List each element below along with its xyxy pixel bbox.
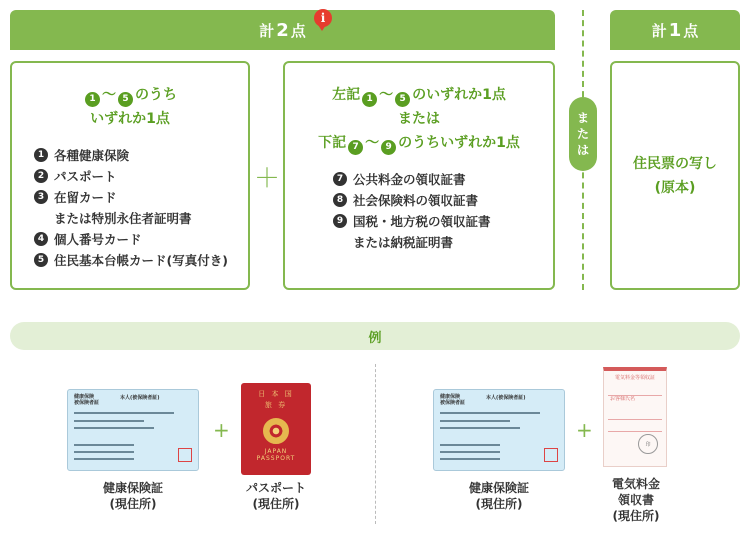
header-suffix: 点 — [290, 21, 306, 40]
caption-line: 健康保険証 — [468, 481, 529, 495]
passport-word: PASSPORT — [256, 455, 296, 462]
caption-line: (現住所) — [252, 497, 300, 511]
caption-line: 領収書 — [617, 493, 654, 507]
caption-line: (現住所) — [109, 497, 157, 511]
caption-passport — [226, 480, 326, 512]
circled-9-icon: 9 — [333, 214, 347, 228]
or-char: ま — [576, 111, 589, 125]
list-item-text: 住民基本台帳カード(写真付き) — [54, 253, 228, 268]
box2-l1-prefix: 左記 — [332, 87, 361, 103]
example-divider — [375, 364, 376, 524]
passport-label: 旅 券 — [264, 401, 288, 409]
passport-japan: JAPAN — [264, 448, 288, 455]
card-type: 本人(被保険者証) — [120, 395, 160, 401]
chrysanthemum-emblem-icon — [263, 418, 289, 444]
circled-1-icon: 1 — [34, 148, 48, 162]
card-l2: 被保険者証 — [440, 400, 466, 406]
circled-9-icon: 9 — [381, 140, 396, 155]
circled-1-icon: 1 — [85, 92, 100, 107]
list-item — [333, 211, 553, 232]
info-icon[interactable]: i — [314, 9, 332, 27]
list-item — [333, 169, 553, 190]
header-total-2 — [10, 10, 555, 50]
box2-l3-prefix: 下記 — [318, 135, 347, 151]
box2-line1: 左記 1 ～ 5 のいずれか1点 — [285, 83, 553, 107]
list-item — [34, 229, 248, 250]
circled-8-icon: 8 — [333, 193, 347, 207]
list-item-text: 社会保険料の領収証書 — [353, 193, 479, 208]
box-primary-documents — [10, 61, 250, 290]
circled-5-icon: 5 — [395, 92, 410, 107]
list-item-sub: または納税証明書 — [353, 235, 454, 250]
passport-image — [241, 383, 311, 475]
caption-insurance-card-2 — [438, 480, 560, 512]
caption-line: (現住所) — [612, 509, 660, 523]
passport-country: 日 本 国 — [258, 390, 294, 398]
list-item-text: パスポート — [54, 169, 117, 184]
box2-l1-suffix: のいずれか1点 — [412, 87, 506, 103]
receipt-stamp-icon: 印 — [638, 434, 658, 454]
circled-4-icon: 4 — [34, 232, 48, 246]
plus-icon: + — [576, 418, 593, 442]
circled-2-icon: 2 — [34, 169, 48, 183]
header-prefix: 計 — [259, 21, 275, 40]
plus-icon: ＋ — [254, 164, 281, 194]
caption-insurance-card-1 — [72, 480, 194, 512]
box2-list — [333, 169, 553, 253]
card-header — [440, 394, 465, 406]
card-type: 本人(被保険者証) — [486, 395, 526, 401]
caption-line: 電気料金 — [611, 477, 660, 491]
insurance-card-image — [67, 389, 199, 471]
list-item-text: 個人番号カード — [54, 232, 142, 247]
box-resident-record — [610, 61, 740, 290]
list-item-text: 公共料金の領収証書 — [353, 172, 466, 187]
or-badge — [569, 97, 597, 171]
list-item — [34, 166, 248, 187]
header-suffix: 点 — [683, 21, 699, 40]
box1-title: 1 ～ 5 のうち — [12, 83, 248, 107]
or-char: は — [576, 143, 589, 157]
header-count: 1 — [668, 19, 682, 41]
circled-7-icon: 7 — [348, 140, 363, 155]
box-secondary-documents — [283, 61, 555, 290]
box3-line1: 住民票の写し — [633, 155, 717, 172]
circled-5-icon: 5 — [118, 92, 133, 107]
box2-l3-suffix: のうちいずれか1点 — [398, 135, 520, 151]
list-item-text: 各種健康保険 — [54, 148, 130, 163]
box3-line2: (原本) — [654, 179, 696, 196]
card-header — [74, 394, 99, 406]
list-item — [34, 145, 248, 166]
list-item-text: 在留カード — [54, 190, 117, 205]
box1-title-2: いずれか1点 — [90, 111, 170, 127]
plus-icon: + — [213, 418, 230, 442]
circled-7-icon: 7 — [333, 172, 347, 186]
or-char: た — [576, 127, 589, 141]
example-bar: 例 — [10, 322, 740, 350]
list-item — [333, 190, 553, 211]
receipt-title: 電気料金等領収証 — [614, 375, 655, 381]
header-count: 2 — [276, 19, 289, 41]
caption-electricity-receipt — [590, 476, 682, 524]
box1-list — [34, 145, 248, 271]
caption-line: パスポート — [245, 481, 306, 495]
caption-line: (現住所) — [475, 497, 523, 511]
box1-title-suffix: のうち — [135, 87, 177, 103]
card-l1: 健康保険 — [74, 394, 95, 400]
insurance-card-image — [433, 389, 565, 471]
card-l2: 被保険者証 — [74, 400, 100, 406]
list-item — [34, 187, 248, 208]
circled-3-icon: 3 — [34, 190, 48, 204]
header-prefix: 計 — [651, 21, 667, 40]
box2-line2: または — [398, 111, 440, 127]
list-item-text: 国税・地方税の領収証書 — [353, 214, 491, 229]
box2-line3: 下記 7 ～ 9 のうちいずれか1点 — [285, 131, 553, 155]
electricity-receipt-image — [603, 367, 667, 467]
list-item-sub: または特別永住者証明書 — [54, 211, 192, 226]
list-item — [34, 250, 248, 271]
caption-line: 健康保険証 — [102, 481, 163, 495]
receipt-name-label: お客様氏名 — [610, 396, 636, 402]
circled-5-icon: 5 — [34, 253, 48, 267]
circled-1-icon: 1 — [362, 92, 377, 107]
header-total-1 — [610, 10, 740, 50]
card-l1: 健康保険 — [440, 394, 461, 400]
